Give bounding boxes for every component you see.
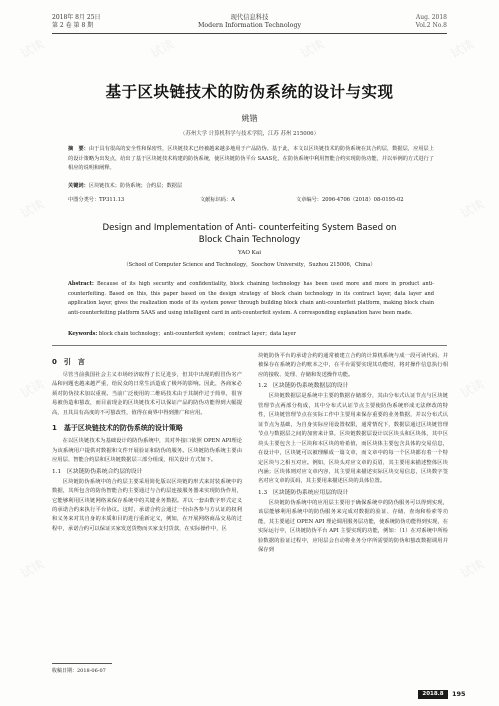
journal-name-en: Modern Information Technology [197, 22, 302, 29]
english-title-line1: Design and Implementation of Anti- counterfeiting System Based on [102, 223, 397, 233]
english-title-line2: Block Chain Technology [198, 235, 301, 245]
keywords-cn [68, 182, 434, 191]
watermark: 试读 [448, 36, 477, 61]
watermark: 试读 [458, 376, 487, 401]
keywords-en-text: block chain technology；anti-counterfeit system；contract layer；data layer [98, 331, 296, 337]
header-rule [52, 33, 447, 34]
author-affiliation: （苏州大学 计算机科学与技术学院，江苏 苏州 215006） [180, 131, 319, 137]
abstract-en-label: Abstract: [68, 281, 94, 287]
section-1-heading: 1 基于区块链技术的防伪系统的设计策略 [52, 424, 183, 433]
section-1-2-paragraph: 区块链数据层是系统中主要的数据存储部分，其由分布式认证节点与区块链管理节点两部分构成，其中分布式认证节点主要使防伪系统形成无法修改的特性，区块链管理节点在实际工作中主要用来保存重要的业务数据，并以分布式认证节点为基础，为自身实际应用设置权限，通常情况下，数据层通过区块链管理节点与数据层之间的加密来计算，区块链数据层设计以区块头和区块体，其中区块头主要包含上一区块和本区块的哈希值，而区块体主要包含具体的交易信息，在设计中，区块链可以被理解成一篇文章，而文章中的每一个区块都有着一个特定区块与之相互对应。例如，区块头对应文章的页眉，其主要用来描述整体区块内涵；区块体则对应文章内容，其主要用来描述实际区块交易信息，区块数字签名对应文章的页码，其主要用来描述区块的具体位置。 [258, 393, 448, 485]
abstract-cn [68, 145, 434, 174]
abstract-cn-label: 摘 要： [68, 146, 89, 152]
received-date-footnote: 收稿日期：2018-06-07 [52, 668, 106, 674]
body-column-left [52, 352, 242, 534]
watermark: 试读 [298, 36, 327, 61]
english-affiliation: （School of Computer Science and Technology，Soochow University，Suzhou 215006，China） [123, 262, 376, 268]
watermark: 试读 [18, 36, 47, 61]
section-1-2-heading: 1.2 区块链防伪系统数据层的设计 [258, 383, 349, 390]
watermark: 试读 [148, 36, 177, 61]
section-1-1-heading: 1.1 区块链防伪系统合约层的设计 [52, 468, 143, 475]
issue-date: 2018年 8月 25日 [52, 14, 101, 21]
watermark: 试读 [458, 556, 487, 581]
watermark: 试读 [458, 196, 487, 221]
keywords-en [68, 330, 434, 337]
author-name: 姚锴 [241, 114, 258, 123]
volume-issue-en: Vol.2 No.8 [415, 22, 447, 29]
clc-number: 中图分类号：TP311.13 [68, 197, 125, 203]
section-0-paragraph: 尽管当前我国社会主义市场经济取得了长足进步，但其中出现的假冒伪劣产品和问题也越来越严重，给民众的日常生活造成了极坏的影响。因此，各商家必须对防伪技术加以重视。当前广泛使用的二维码技术由于其制作过于简单，很容易被伪造和篡改，而目前现金的区块链技术可以保证产品的防伪功能得到大幅提高，且其具有高度的不可篡改性，值得在商界中得到推广和应用。 [52, 372, 242, 416]
abstract-en-text: Because of its high security and confidentiality, block chaining technology has been used more and more in product anti-counterfeiting. Based on this, this paper based on the design strategy of block chain technology in its contract layer, data layer and application layer, gives the realization mode of its system power through building block chain anti-counterfeit platform, making block chain anti-counterfeiting platform SAAS and using intelligent card in anti-counterfeit system. A corresponding explanation have been made. [68, 281, 434, 316]
watermark: 试读 [18, 376, 47, 401]
continued-paragraph: 块链防伪平台的承诺合约的通常被建立合约的计算机系统与成一段可读代码，并被保存在系统的合约账本之中，在平台需要实现其功能时，将对操作信息执行相应的接收、处理、存储和发送操作功能。 [258, 353, 448, 378]
issue-date-en: Aug. 2018 [415, 14, 447, 21]
keywords-cn-label: 关键词： [68, 183, 89, 189]
paper-title: 基于区块链技术的防伪系统的设计与实现 [105, 82, 394, 101]
english-author: YAO Kai [238, 250, 261, 256]
header-right [416, 14, 447, 30]
keywords-cn-text: 区块链技术；防伪系统；合约层；数据层 [88, 183, 183, 189]
section-1-3-heading: 1.3 区块链防伪系统应用层的设计 [258, 489, 349, 496]
body-column-right [258, 352, 448, 556]
section-1-paragraph: 在以区块链技术为基础设计的防伪系统中，其对外接口依照 OPEN API理论为该系统用户提供对数据和文件开展验证和防伪的服务。区块链防伪系统主要由应用层、智能合约层和区块链数据层三部分组成，相关设计方式如下。 [52, 438, 242, 464]
section-1-1-paragraph: 区块链防伪系统中的合约层主要采用简化版以区块链的形式来封装系统中的数据，其所包含的防伪智能合约主要通过与合约层连接服务器来实现防伪作用，它能够利用区块链网络来保存系统中的关键业务数据。并以一套由数字形式定义的承诺合约来执行平台协议。这时，承诺合约会通过一份由各参与方认证的权利和义务来对其自身的本质和目的进行重新定义，例如，在开展网络商品交易的过程中，承诺合约可以保证买家发送货物而买家支付货款，在实际操作中，区 [52, 478, 242, 532]
section-1-3-paragraph: 区块链防伪系统中的应用层主要用于确保系统中的防伪服务可以得到实现，该层能够利用系统中的防伪服务来完成对数据的验证、存储、查询和检索等功能，其主要通过 OPEN API 理论调用服务层功能，使系统防伪功能得到实现，在实际运行中，区块链防伪平台 API 主要实现的功能，例如：（1）在对系统中所检验数据的验证过程中，应用层会自动将业务分序所需要的防伪和篡改数据调用并保存到 [258, 499, 448, 554]
article-number: 文章编号：2096-4706（2018）08-0195-02 [296, 197, 404, 203]
watermark: 试读 [18, 556, 47, 581]
keywords-en-label: Keywords: [68, 331, 98, 337]
journal-name-cn: 现代信息科技 [230, 14, 269, 21]
english-title [0, 222, 499, 246]
volume-issue: 第 2 卷 第 8 期 [52, 22, 94, 29]
document-code: 文献标识码：A [200, 197, 235, 203]
page-number: 195 [452, 690, 466, 698]
section-divider [52, 345, 447, 346]
abstract-en [68, 280, 434, 318]
page-issue-badge: 2018.8 [418, 690, 448, 699]
abstract-cn-text: 由于具有很高的安全性和保密性，区块链技术已经被越来越多地用于产品防伪。基于此，本文以区块链技术的防伪系统在其合约层，数据层，应用层上的设计策略为出发点，给出了基于区块链技术构建的防伪系统，使区块链防伪平台 SAAS化，在防伪系统中利用智能合约实现防伪功能，并以举例的方式进行了相应的说明和阐释。 [68, 146, 434, 171]
section-0-heading: 0 引 言 [52, 358, 85, 366]
footnote-rule [52, 663, 112, 664]
watermark: 试读 [18, 196, 47, 221]
